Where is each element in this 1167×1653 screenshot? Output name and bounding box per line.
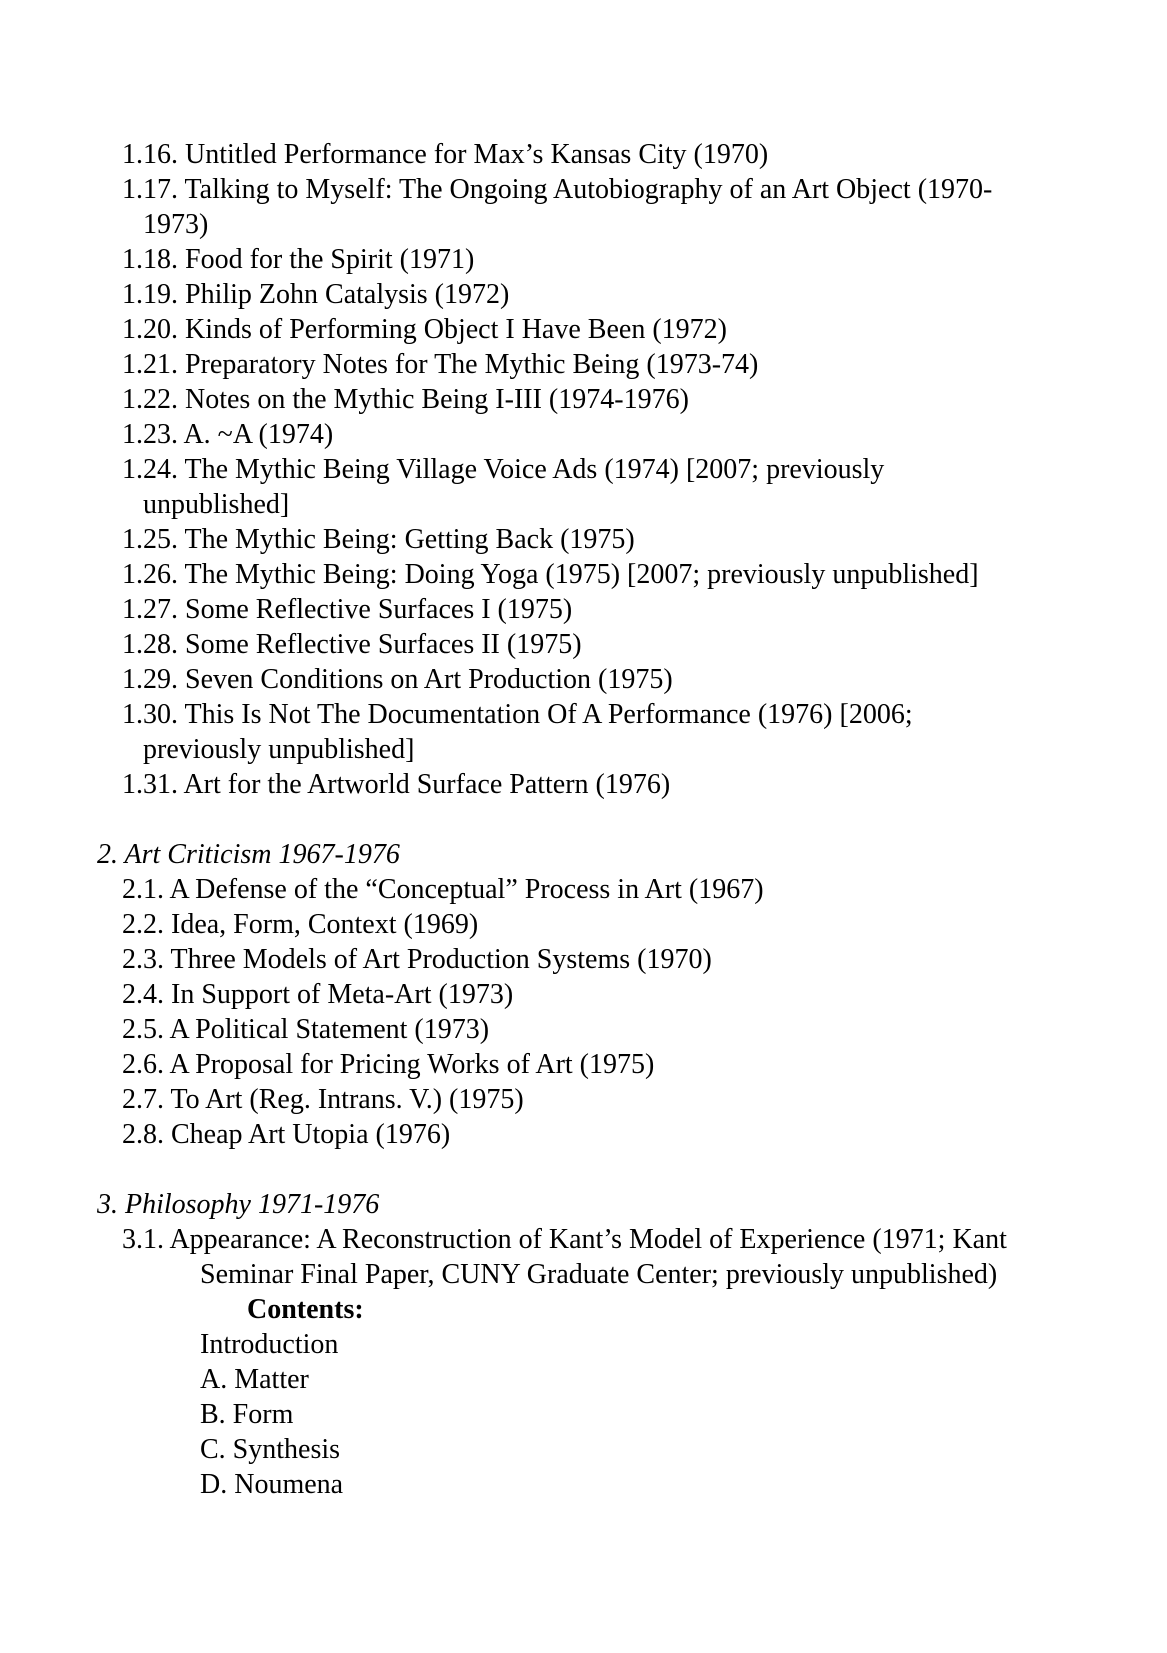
toc-entry-2-5: 2.5. A Political Statement (1973) xyxy=(122,1014,490,1045)
toc-entry-1-18: 1.18. Food for the Spirit (1971) xyxy=(122,244,475,275)
toc-entry-2-2: 2.2. Idea, Form, Context (1969) xyxy=(122,909,479,940)
toc-entry-2-6: 2.6. A Proposal for Pricing Works of Art (1975) xyxy=(122,1049,655,1080)
toc-entry-3-1-continuation: Seminar Final Paper, CUNY Graduate Center; previously unpublished) xyxy=(200,1259,998,1290)
toc-entry-1-19: 1.19. Philip Zohn Catalysis (1972) xyxy=(122,279,510,310)
toc-entry-2-7: 2.7. To Art (Reg. Intrans. V.) (1975) xyxy=(122,1084,524,1115)
contents-label: Contents: xyxy=(247,1294,364,1325)
toc-entry-2-8: 2.8. Cheap Art Utopia (1976) xyxy=(122,1119,451,1150)
toc-entry-1-22: 1.22. Notes on the Mythic Being I-III (1974-1976) xyxy=(122,384,689,415)
toc-entry-1-20: 1.20. Kinds of Performing Object I Have Been (1972) xyxy=(122,314,727,345)
contents-entry-introduction: Introduction xyxy=(200,1329,339,1360)
contents-entry-b-form: B. Form xyxy=(200,1399,294,1430)
toc-entry-1-24: 1.24. The Mythic Being Village Voice Ads (1974) [2007; previously xyxy=(122,454,885,485)
section-2-heading: 2. Art Criticism 1967-1976 xyxy=(97,839,400,870)
contents-entry-c-synthesis: C. Synthesis xyxy=(200,1434,341,1465)
contents-entry-a-matter: A. Matter xyxy=(200,1364,309,1395)
toc-section-performance xyxy=(0,137,1167,802)
toc-entry-1-24-continuation: unpublished] xyxy=(143,489,290,520)
toc-section-art-criticism xyxy=(0,837,1167,1152)
toc-entry-1-26: 1.26. The Mythic Being: Doing Yoga (1975) [2007; previously unpublished] xyxy=(122,559,979,590)
toc-entry-1-23: 1.23. A. ~A (1974) xyxy=(122,419,334,450)
toc-entry-1-16: 1.16. Untitled Performance for Max’s Kansas City (1970) xyxy=(122,139,769,170)
toc-entry-1-17-continuation: 1973) xyxy=(143,209,209,240)
toc-entry-2-1: 2.1. A Defense of the “Conceptual” Process in Art (1967) xyxy=(122,874,764,905)
toc-entry-3-1: 3.1. Appearance: A Reconstruction of Kant’s Model of Experience (1971; Kant xyxy=(122,1224,1007,1255)
section-3-heading: 3. Philosophy 1971-1976 xyxy=(97,1189,380,1220)
toc-entry-1-21: 1.21. Preparatory Notes for The Mythic Being (1973-74) xyxy=(122,349,759,380)
toc-entry-1-27: 1.27. Some Reflective Surfaces I (1975) xyxy=(122,594,573,625)
toc-entry-1-17: 1.17. Talking to Myself: The Ongoing Autobiography of an Art Object (1970- xyxy=(122,174,993,205)
toc-entry-1-25: 1.25. The Mythic Being: Getting Back (1975) xyxy=(122,524,635,555)
contents-entry-d-noumena: D. Noumena xyxy=(200,1469,344,1500)
toc-entry-1-29: 1.29. Seven Conditions on Art Production (1975) xyxy=(122,664,673,695)
toc-entry-1-31: 1.31. Art for the Artworld Surface Pattern (1976) xyxy=(122,769,671,800)
toc-entry-1-30-continuation: previously unpublished] xyxy=(143,734,415,765)
toc-entry-2-4: 2.4. In Support of Meta-Art (1973) xyxy=(122,979,514,1010)
toc-entry-1-28: 1.28. Some Reflective Surfaces II (1975) xyxy=(122,629,582,660)
toc-entry-2-3: 2.3. Three Models of Art Production Systems (1970) xyxy=(122,944,712,975)
toc-section-philosophy xyxy=(0,1187,1167,1502)
toc-entry-1-30: 1.30. This Is Not The Documentation Of A Performance (1976) [2006; xyxy=(122,699,913,730)
